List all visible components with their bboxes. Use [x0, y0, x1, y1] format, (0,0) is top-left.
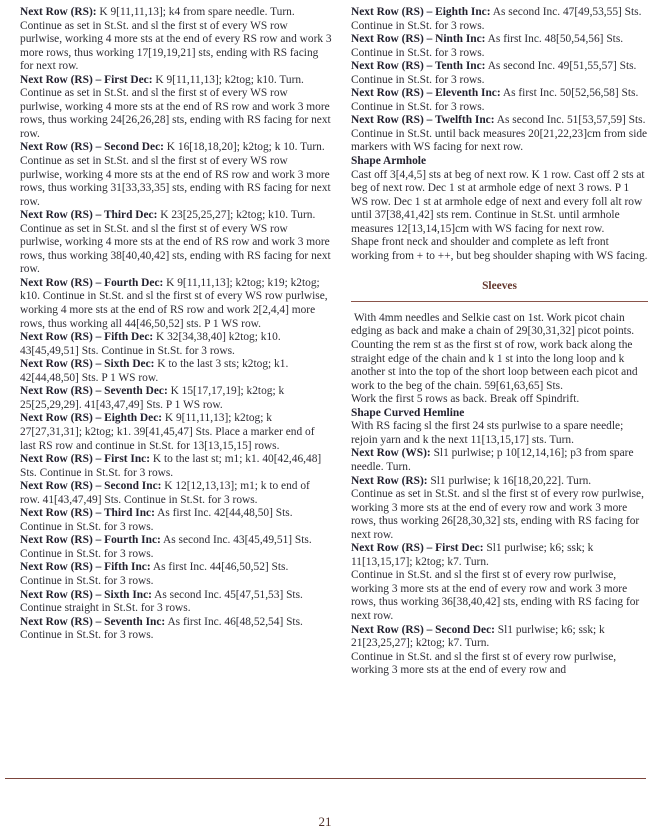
paragraph: Next Row (RS) – First Dec: Sl1 purlwise; k6; ssk; k 11[13,15,17]; k2tog; k7. Turn.: [351, 542, 597, 568]
paragraph: Next Row (RS) – Fourth Inc: As second Inc. 43[45,49,51] Sts. Continue in St.St. for 3 rows.: [20, 534, 315, 560]
row-label: Next Row (RS) – Third Dec:: [20, 209, 158, 222]
paragraph: Next Row (RS) – First Dec: K 9[11,11,13]; k2tog; k10. Turn.: [20, 73, 304, 86]
row-label: Next Row (RS) – Fifth Inc:: [20, 561, 151, 574]
paragraph: Next Row (RS) – Second Dec: K 16[18,18,20]; k2tog; k 10. Turn.: [20, 141, 325, 154]
row-label: Next Row (RS) – Seventh Dec:: [20, 385, 168, 398]
paragraph: Next Row (RS) – Eighth Inc: As second Inc. 47[49,53,55] Sts. Continue in St.St. for 3 rows.: [351, 6, 645, 32]
paragraph: Next Row (RS) – Tenth Inc: As second Inc. 49[51,55,57] Sts. Continue in St.St. for 3 rows.: [351, 60, 640, 86]
section-heading: Sleeves: [351, 280, 648, 302]
row-label: Next Row (RS) – First Inc:: [20, 453, 151, 466]
paragraph: Next Row (RS) – Fifth Inc: As first Inc. 44[46,50,52] Sts. Continue in St.St. for 3 rows.: [20, 561, 292, 587]
paragraph: Next Row (RS) – Fourth Dec: K 9[11,11,13]; k2tog; k19; k2tog; k10. Continue in St.St. and sl the first st of every WS row purlwise, working 4 more sts at the end of RS row and work 2[2,4,4] more rows, thus working all 44[46,50,52] sts. P 1 WS row.: [20, 276, 331, 330]
paragraph: Shape front neck and shoulder and complete as left front working from + to ++, but beg shoulder shaping with WS facing.: [351, 236, 648, 262]
paragraph: Continue as set in St.St. and sl the first st of every WS row purlwise, working 4 more sts at the end of RS row and work 3 more rows, thus working 24[26,26,28] sts, ending with RS facing for next row.: [20, 87, 334, 140]
row-label: Next Row (RS) – Sixth Dec:: [20, 358, 155, 371]
footer-divider: [5, 778, 646, 779]
paragraph: Next Row (RS) – Eleventh Inc: As first Inc. 50[52,56,58] Sts. Continue in St.St. for 3 rows.: [351, 87, 642, 113]
paragraph: Next Row (RS) – Third Inc: As first Inc. 42[44,48,50] Sts. Continue in St.St. for 3 rows.: [20, 507, 296, 533]
row-label: Next Row (RS) – Second Dec:: [20, 141, 164, 154]
row-label: Next Row (WS):: [351, 447, 431, 460]
row-label: Next Row (RS) – Seventh Inc:: [20, 615, 166, 628]
paragraph: Next Row (RS) – First Inc: K to the last st; m1; k1. 40[42,46,48] Sts. Continue in St.St. for 3 rows.: [20, 453, 325, 479]
paragraph: Cast off 3[4,4,5] sts at beg of next row. K 1 row. Cast off 2 sts at beg of next row. Dec 1 st at armhole edge of next 3 rows. P 1 WS row. Dec 1 st at armhole edge of next and every foll alt row until 37[38,41,42] sts rem. Continue in St.St. until armhole measures 12[13,14,15]cm with WS facing for next row.: [351, 168, 648, 235]
row-label: Next Row (RS) – Eighth Inc:: [351, 6, 491, 18]
paragraph: Next Row (RS) – Sixth Dec: K to the last 3 sts; k2tog; k1. 42[44,48,50] Sts. P 1 WS row.: [20, 358, 292, 384]
sub-heading: Shape Armhole: [351, 155, 426, 168]
paragraph: Next Row (RS) – Eighth Dec: K 9[11,11,13]; k2tog; k 27[27,31,31]; k2tog; k1. 39[41,45,47] Sts. Place a marker end of last RS row and continue in St.St. for 13[13,15,15] rows.: [20, 412, 318, 452]
paragraph: Continue as set in St.St. and sl the first st of every WS row purlwise, working 4 more sts at the end of RS row and work 3 more rows, thus working 31[33,33,35] sts, ending with RS facing for next row.: [20, 155, 334, 208]
paragraph: Next Row (RS) – Second Inc: K 12[12,13,13]; m1; k to end of row. 41[43,47,49] Sts. Continue in St.St. for 3 rows.: [20, 480, 313, 506]
paragraph: Next Row (RS) – Seventh Inc: As first Inc. 46[48,52,54] Sts. Continue in St.St. for 3 rows.: [20, 615, 306, 642]
paragraph: Next Row (RS): Sl1 purlwise; k 16[18,20,22]. Turn.: [351, 474, 592, 487]
row-label: Next Row (RS) – First Dec:: [351, 542, 484, 555]
paragraph: Next Row (RS) – Second Dec: Sl1 purlwise; k6; ssk; k 21[23,25,27]; k2tog; k7. Turn.: [351, 623, 608, 650]
row-label: Next Row (RS) – Tenth Inc:: [351, 60, 486, 73]
row-label: Next Row (RS) – Eighth Dec:: [20, 412, 163, 425]
paragraph: Next Row (RS) – Twelfth Inc: As second Inc. 51[53,57,59] Sts. Continue in St.St. until back measures 20[21,22,23]cm from side markers with WS facing for next row.: [351, 114, 650, 154]
row-label: Next Row (RS) – Twelfth Inc:: [351, 114, 495, 127]
paragraph: With 4mm needles and Selkie cast on 1st. Work picot chain edging as back and make a chain of 29[30,31,32] picot points.: [351, 311, 635, 338]
paragraph: Continue as set in St.St. and sl the first st of every row purlwise, working 3 more sts at the end of every row and work 3 more rows, thus working 26[28,30,32] sts, ending with RS facing for next row.: [351, 488, 647, 541]
row-label: Next Row (RS) – Second Dec:: [351, 623, 495, 636]
row-label: Next Row (RS) – First Dec:: [20, 73, 153, 86]
paragraph: Next Row (WS): Sl1 purlwise; p 10[12,14,16]; p3 from spare needle. Turn.: [351, 447, 637, 473]
row-label: Next Row (RS):: [20, 6, 97, 18]
paragraph: Counting the rem st as the first st of row, work back along the straight edge of the chain and k 1 st into the long loop and k another st into the top of the short loop between each picot and work to the beg of the chain. 59[61,63,65] Sts.: [351, 339, 641, 392]
sub-heading: Shape Curved Hemline: [351, 406, 465, 419]
row-label: Next Row (RS):: [351, 474, 428, 487]
row-label: Next Row (RS) – Eleventh Inc:: [351, 87, 501, 100]
paragraph: Next Row (RS) – Ninth Inc: As first Inc. 48[50,54,56] Sts. Continue in St.St. for 3 rows.: [351, 33, 626, 59]
right-column: [351, 6, 648, 678]
row-label: Next Row (RS) – Third Inc:: [20, 507, 155, 520]
paragraph: Continue in St.St. and sl the first st of every row purlwise, working 3 more sts at the end of every row and: [351, 650, 619, 677]
paragraph: Next Row (RS) – Seventh Dec: K 15[17,17,19]; k2tog; k 25[25,29,29]. 41[43,47,49] Sts. P 1 WS row.: [20, 385, 288, 411]
paragraph: With RS facing sl the first 24 sts purlwise to a spare needle; rejoin yarn and k the next 11[13,15,17] sts. Turn.: [351, 420, 627, 446]
row-label: Next Row (RS) – Ninth Inc:: [351, 33, 486, 46]
paragraph: Next Row (RS) – Fifth Dec: K 32[34,38,40] k2tog; k10. 43[45,49,51] Sts. Continue in St.St. for 3 rows.: [20, 331, 284, 357]
paragraph: Next Row (RS) – Third Dec: K 23[25,25,27]; k2tog; k10. Turn.: [20, 209, 316, 222]
row-label: Next Row (RS) – Fourth Inc:: [20, 534, 161, 547]
left-column: [20, 6, 335, 643]
page-number: 21: [318, 814, 332, 829]
row-label: Next Row (RS) – Fourth Dec:: [20, 276, 164, 289]
paragraph: Continue as set in St.St. and sl the first st of every WS row purlwise, working 4 more sts at the end of RS row and work 3 more rows, thus working 38[40,40,42] sts, ending with RS facing for next row.: [20, 222, 334, 276]
paragraph: Next Row (RS): K 9[11,11,13]; k4 from spare needle. Turn.: [20, 6, 295, 18]
paragraph: Next Row (RS) – Sixth Inc: As second Inc. 45[47,51,53] Sts. Continue straight in St.St. for 3 rows.: [20, 588, 306, 615]
paragraph: Work the first 5 rows as back. Break off Spindrift.: [351, 393, 580, 406]
paragraph: Continue in St.St. and sl the first st of every row purlwise, working 3 more sts at the end of every row and work 3 more rows, thus working 36[38,40,42] sts, ending with RS facing for next row.: [351, 569, 643, 622]
row-label: Next Row (RS) – Second Inc:: [20, 480, 162, 493]
paragraph: Continue as set in St.St. and sl the first st of every WS row purlwise, working 4 more sts at the end of every RS row and work 3 more rows, thus working 17[19,19,21] sts, ending with RS facing for next row.: [20, 19, 335, 73]
row-label: Next Row (RS) – Sixth Inc:: [20, 588, 152, 601]
row-label: Next Row (RS) – Fifth Dec:: [20, 331, 154, 344]
